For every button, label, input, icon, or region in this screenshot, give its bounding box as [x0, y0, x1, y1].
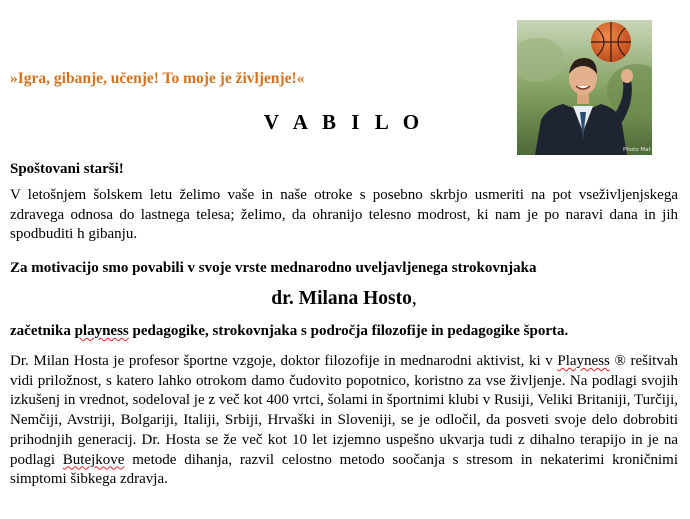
bio-part3: metode dihanja, razvil celostno metodo soočanja s stresom in nekaterimi kroničnimi simptomi šibkega zdravja.: [10, 451, 678, 488]
role-playness-word: playness: [74, 323, 129, 339]
motivation-line: Za motivacijo smo povabili v svoje vrste mednarodno uveljavljenega strokovnjaka: [10, 260, 537, 276]
photo-credit: Photo Mat: [623, 147, 651, 153]
speaker-name-text: dr. Milana Hosto: [271, 288, 412, 309]
bio-butejko-word: Butejkove: [62, 451, 125, 468]
intro-paragraph: V letošnjem šolskem letu želimo vaše in naše otroke s posebno skrbjo usmeriti na pot vseživljenjskega zdravega odnosa do lastnega telesa; želimo, da ohranijo telesno modrost, ki nam je po naravi dana in jih spodbuditi h gibanju.: [10, 187, 678, 243]
speaker-name: [10, 288, 678, 310]
page-title: V A B I L O: [263, 110, 425, 134]
motto-line: »Igra, gibanje, učenje! To moje je življenje!«: [10, 70, 305, 87]
role-pre: začetnika: [10, 323, 75, 339]
bio-playness-word: Playness: [557, 353, 610, 369]
speaker-name-comma: ,: [411, 288, 417, 309]
bio-paragraph: [10, 352, 678, 490]
bio-part1: Dr. Milan Hosta je profesor športne vzgoje, doktor filozofije in mednarodni aktivist, ki v: [10, 353, 558, 369]
speaker-role: [10, 323, 568, 340]
role-post: pedagogike, strokovnjaka s področja filozofije in pedagogike športa.: [128, 323, 569, 339]
bio-part2: ® rešitvah vidi priložnost, s katero lahko otrokom damo čudovito popotnico, koristno za vse življenje. Na podlagi svojih izkušenj in vrednot, sodeloval je z več kot 400 vrtci, šolami in športnimi klubi v Rusiji, Veliki Britaniji, Turčiji, Nemčiji, Avstriji, Bolgariji, Italiji, Srbiji, Hrvaški in Sloveniji, se je odločil, da posveti svoje delo dobrobiti prihodnjih generacij. Dr. Hosta se že več kot 10 let izjemno uspešno ukvarja tudi z dihalno terapijo in je na podlagi: [10, 353, 678, 468]
greeting: Spoštovani starši!: [10, 161, 124, 177]
